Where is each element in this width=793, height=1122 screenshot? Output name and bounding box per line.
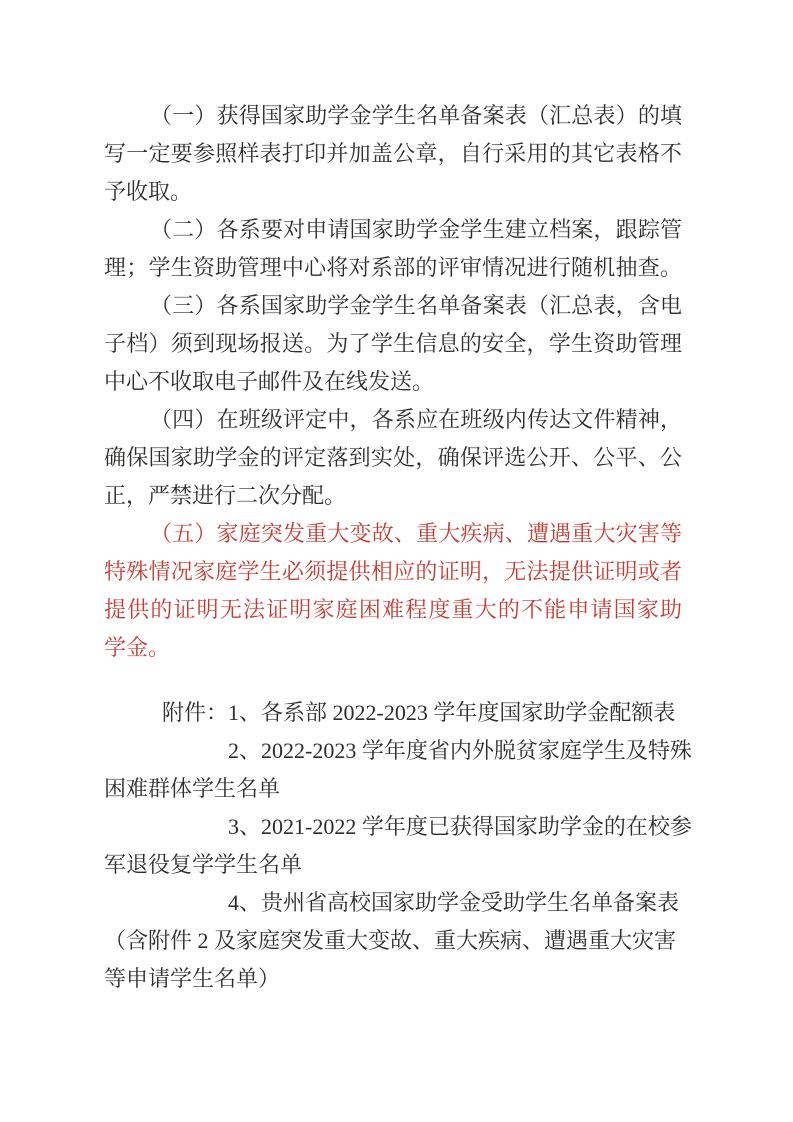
paragraph-1-line: （一）获得国家助学金学生名单备案表（汇总表）的填 (150, 103, 682, 128)
document-body (104, 97, 692, 998)
paragraph-4-line: 正，严禁进行二次分配。 (104, 483, 347, 508)
attachment-item-3-continuation: 军退役复学学生名单 (104, 852, 303, 877)
paragraph-2-line: （二）各系要对申请国家助学金学生建立档案，跟踪管 (150, 217, 682, 242)
paragraph-1-line: 写一定要参照样表打印并加盖公章，自行采用的其它表格不 (104, 141, 682, 166)
paragraph-3-line: 中心不收取电子邮件及在线发送。 (104, 369, 435, 394)
attachment-item-1: 附件：1、各系部 2022-2023 学年度国家助学金配额表 (162, 700, 676, 725)
attachment-item-2-continuation: 困难群体学生名单 (104, 776, 281, 801)
paragraph-4-line: （四）在班级评定中，各系应在班级内传达文件精神， (150, 407, 682, 432)
attachment-item-4-continuation: 等申请学生名单） (104, 966, 281, 991)
paragraph-1-line: 予收取。 (104, 179, 193, 204)
paragraph-3-line: （三）各系国家助学金学生名单备案表（汇总表，含电 (150, 293, 682, 318)
paragraph-5-line-red: 特殊情况家庭学生必须提供相应的证明，无法提供证明或者 (104, 559, 682, 584)
attachment-item-2: 2、2022-2023 学年度省内外脱贫家庭学生及特殊 (228, 738, 692, 763)
paragraph-3-line: 子档）须到现场报送。为了学生信息的安全，学生资助管理 (104, 331, 682, 356)
attachment-item-4: 4、贵州省高校国家助学金受助学生名单备案表 (228, 890, 680, 915)
attachment-item-4-continuation: （含附件 2 及家庭突发重大变故、重大疾病、遭遇重大灾害 (104, 928, 677, 953)
paragraph-5-line-red: 提供的证明无法证明家庭困难程度重大的不能申请国家助 (104, 597, 682, 622)
paragraph-5-line-red: 学金。 (104, 635, 171, 660)
attachment-item-3: 3、2021-2022 学年度已获得国家助学金的在校参 (228, 814, 692, 839)
paragraph-2-line: 理；学生资助管理中心将对系部的评审情况进行随机抽查。 (104, 255, 682, 280)
paragraph-5-line-red: （五）家庭突发重大变故、重大疾病、遭遇重大灾害等 (150, 521, 682, 546)
paragraph-4-line: 确保国家助学金的评定落到实处，确保评选公开、公平、公 (104, 445, 682, 470)
